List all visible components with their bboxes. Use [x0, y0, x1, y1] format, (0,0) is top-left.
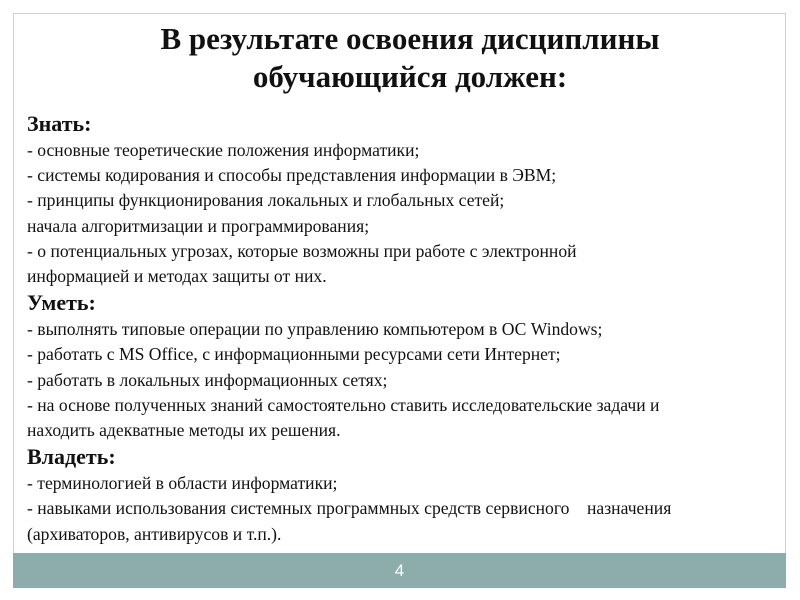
list-item: начала алгоритмизации и программирования; — [27, 215, 370, 236]
title-line: В результате освоения дисциплины — [160, 21, 660, 56]
list-item: (архиваторов, антивирусов и т.п.). — [27, 523, 282, 544]
list-item: информацией и методах защиты от них. — [27, 266, 327, 287]
section-heading-know: Знать: — [27, 111, 92, 136]
list-item: - основные теоретические положения информатики; — [27, 140, 420, 160]
list-item: - работать в локальных информационных сетях; — [27, 369, 388, 390]
section-heading-can: Уметь: — [27, 290, 96, 316]
list-item: - выполнять типовые операции по управлению компьютером в ОС Windows; — [27, 319, 603, 340]
list-item: - о потенциальных угрозах, которые возможны при работе с электронной — [27, 240, 577, 261]
list-item: - принципы функционирования локальных и глобальных сетей; — [27, 190, 505, 211]
list-item: - работать с MS Office, с информационными ресурсами сети Интернет; — [27, 344, 561, 365]
title-line: обучающийся должен: — [252, 59, 568, 94]
list-item: - терминологией в области информатики; — [27, 473, 338, 494]
list-item: находить адекватные методы их решения. — [27, 420, 341, 441]
list-item: - навыками использования системных программных средств сервисного назначения — [27, 498, 672, 519]
list-item: - на основе полученных знаний самостоятельно ставить исследовательские задачи и — [27, 394, 660, 415]
page-number: 4 — [394, 561, 405, 580]
footer-bar — [13, 553, 786, 588]
section-heading-master: Владеть: — [27, 444, 116, 470]
slide-title — [60, 20, 760, 96]
list-item: - системы кодирования и способы представления информации в ЭВМ; — [27, 165, 557, 186]
slide-body — [27, 110, 787, 547]
